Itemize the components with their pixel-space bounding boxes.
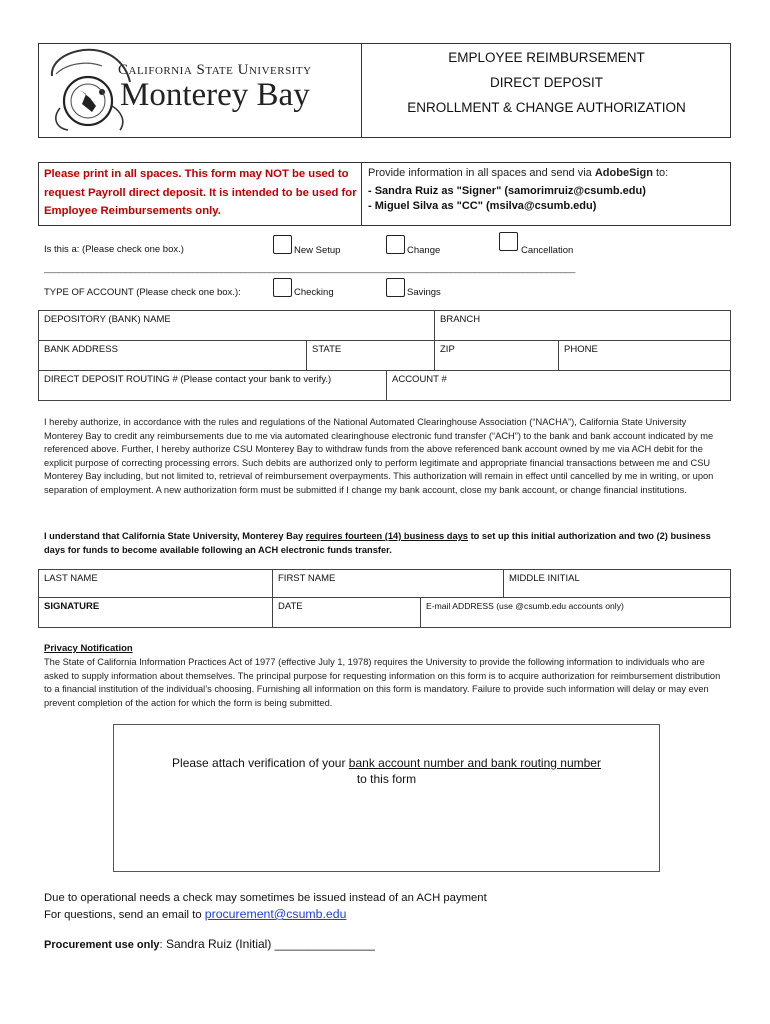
state-label: STATE xyxy=(312,344,342,355)
procurement-use-value[interactable]: Sandra Ruiz (Initial) _______________ xyxy=(162,937,375,951)
signature-label: SIGNATURE xyxy=(44,601,100,612)
checking-checkbox[interactable] xyxy=(273,278,292,297)
attach-prefix: Please attach verification of your xyxy=(172,756,349,770)
university-logo xyxy=(42,46,360,134)
adobesign-label: AdobeSign xyxy=(594,167,653,179)
routing-number-field[interactable] xyxy=(38,370,387,401)
title-line-2: DIRECT DEPOSIT xyxy=(489,75,604,90)
title-line-1: EMPLOYEE REIMBURSEMENT xyxy=(448,50,645,65)
bank-address-field[interactable] xyxy=(38,340,307,371)
procurement-use-line xyxy=(44,935,375,953)
routing-number-label: DIRECT DEPOSIT ROUTING # (Please contact your bank to verify.) xyxy=(44,374,332,385)
change-label: Change xyxy=(407,245,441,256)
notice-divider xyxy=(361,162,362,226)
email-label: E-mail ADDRESS (use @csumb.edu accounts only) xyxy=(426,601,624,611)
attach-line-1 xyxy=(114,756,659,770)
section-separator xyxy=(44,258,722,276)
form-title xyxy=(362,43,731,138)
operational-note: Due to operational needs a check may sometimes be issued instead of an ACH payment xyxy=(44,892,487,904)
cancellation-checkbox[interactable] xyxy=(499,232,518,251)
questions-line xyxy=(44,907,346,921)
first-name-field[interactable] xyxy=(272,569,504,598)
depository-name-field[interactable] xyxy=(38,310,435,341)
questions-prefix: For questions, send an email to xyxy=(44,909,205,921)
understand-prefix: I understand that California State University, Monterey Bay xyxy=(44,531,306,541)
privacy-paragraph: The State of California Information Practices Act of 1977 (effective July 1, 1978) requires the University to provide the following information to individuals who are asked to supply information about themselves. The principal purpose for requesting information on this form is to acquire authorization for reimbursement distribution to a financial institution of the individual’s choosing. Furnishing all information on this form is mandatory. Failure to provide such information will delay or may even prevent completion of the action for which the form is being submitted. xyxy=(44,657,721,708)
signature-field[interactable] xyxy=(38,597,273,628)
attach-line-2: to this form xyxy=(356,772,417,786)
account-type-label: TYPE OF ACCOUNT (Please check one box.): xyxy=(44,287,241,298)
university-name-top: California State University xyxy=(118,62,312,78)
middle-initial-label: MIDDLE INITIAL xyxy=(509,573,580,584)
phone-label: PHONE xyxy=(564,344,598,355)
date-label: DATE xyxy=(278,601,303,612)
attach-underlined: bank account number and bank routing number xyxy=(348,756,601,770)
last-name-field[interactable] xyxy=(38,569,273,598)
depository-name-label: DEPOSITORY (BANK) NAME xyxy=(44,314,171,325)
privacy-title: Privacy Notification xyxy=(44,643,133,654)
first-name-label: FIRST NAME xyxy=(278,573,336,584)
savings-checkbox[interactable] xyxy=(386,278,405,297)
phone-field[interactable] xyxy=(558,340,731,371)
email-field[interactable] xyxy=(420,597,731,628)
savings-label: Savings xyxy=(407,287,441,298)
recipient-cc: - Miguel Silva as "CC" (msilva@csumb.edu) xyxy=(368,200,597,212)
branch-field[interactable] xyxy=(434,310,731,341)
understand-paragraph xyxy=(44,530,724,557)
request-type-label: Is this a: (Please check one box.) xyxy=(44,244,184,255)
understand-underlined: requires fourteen (14) business days xyxy=(305,531,468,541)
change-checkbox[interactable] xyxy=(386,235,405,254)
instructions-text xyxy=(368,167,728,179)
warning-text: Please print in all spaces. This form may NOT be used to request Payroll direct deposit. It is intended to be used for Employee Reimbursements only. xyxy=(44,168,357,217)
checking-label: Checking xyxy=(294,287,334,298)
middle-initial-field[interactable] xyxy=(503,569,731,598)
branch-label: BRANCH xyxy=(440,314,481,325)
authorization-paragraph: I hereby authorize, in accordance with the rules and regulations of the National Automated Clearinghouse Association (“NACHA”), California State University Monterey Bay to credit any reimbursements due to me via automated clearinghouse electronic fund transfer (“ACH”) to the bank and bank account indicated by me referenced above. Further, I hereby authorize CSU Monterey Bay to withdraw funds from the above referenced bank account owned by me via ACH debit for the explicit purpose of correcting processing errors. Such debits are authorized only to perform legitimate and appropriate financial transactions between me and CSU Monterey Bay including, but not limited to, retrieval of reimbursement overpayments. This authorization will remain in effect until cancelled by me in writing, or upon separation of employment. A new authorization form must be submitted if I change my bank account, close my bank account, or change financial institutions. xyxy=(44,417,714,495)
account-number-field[interactable] xyxy=(386,370,731,401)
understand-suffix: to set up this initial authorization and two (2) business days for funds to become available following an ACH electronic funds transfer. xyxy=(44,531,711,555)
university-name-bottom: Monterey Bay xyxy=(120,77,310,113)
state-field[interactable] xyxy=(306,340,435,371)
account-number-label: ACCOUNT # xyxy=(392,374,447,385)
attachment-box[interactable] xyxy=(113,724,660,872)
instructions-suffix: to: xyxy=(652,167,669,179)
last-name-label: LAST NAME xyxy=(44,573,98,584)
procurement-use-label: Procurement use only xyxy=(44,939,160,951)
procurement-email-link[interactable]: procurement@csumb.edu xyxy=(204,907,347,921)
cancellation-label: Cancellation xyxy=(521,245,574,256)
new-setup-checkbox[interactable] xyxy=(273,235,292,254)
procurement-use-colon: : xyxy=(159,939,163,951)
title-line-3: ENROLLMENT & CHANGE AUTHORIZATION xyxy=(407,100,686,115)
new-setup-label: New Setup xyxy=(294,245,341,256)
separator-line: _______________________________________________________________________________________________________________ xyxy=(44,263,575,274)
zip-field[interactable] xyxy=(434,340,559,371)
date-field[interactable] xyxy=(272,597,421,628)
bank-address-label: BANK ADDRESS xyxy=(44,344,118,355)
instructions-prefix: Provide information in all spaces and send via xyxy=(368,167,595,179)
zip-label: ZIP xyxy=(440,344,455,355)
recipient-signer: - Sandra Ruiz as "Signer" (samorimruiz@csumb.edu) xyxy=(368,185,646,197)
